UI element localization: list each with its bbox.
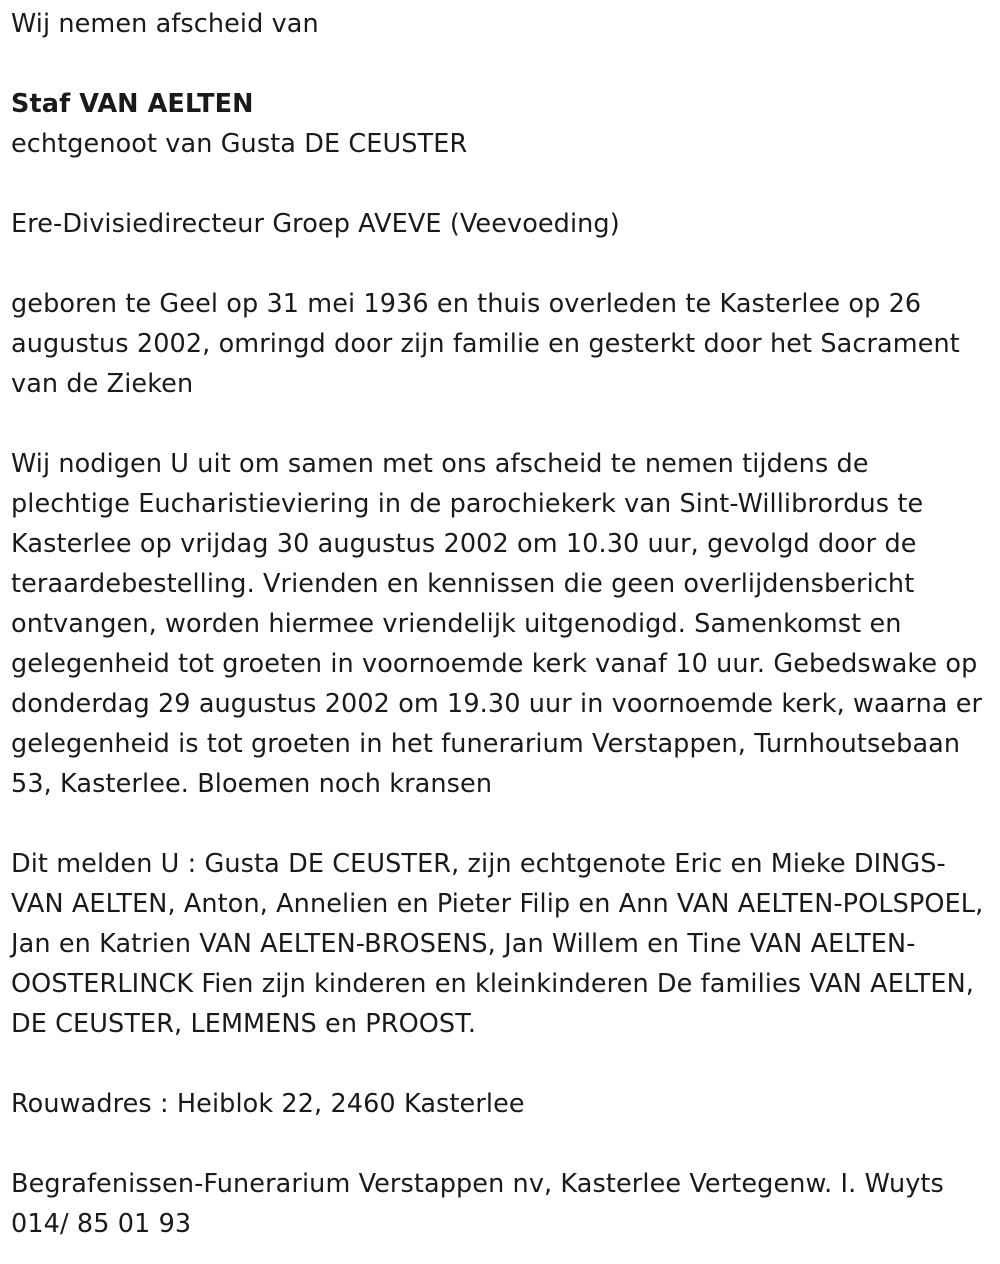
intro-text: Wij nemen afscheid van: [11, 9, 319, 39]
birth-death-paragraph: geboren te Geel op 31 mei 1936 en thuis overleden te Kasterlee op 26 augustus 2002, omringd door zijn familie en gesterkt door het Sacrament van de Zieken: [11, 289, 960, 399]
deceased-block: [11, 84, 990, 164]
spouse-line: echtgenoot van Gusta DE CEUSTER: [11, 129, 468, 159]
invitation-paragraph: Wij nodigen U uit om samen met ons afscheid te nemen tijdens de plechtige Eucharistieviering in de parochiekerk van Sint-Willibrordus te Kasterlee op vrijdag 30 augustus 2002 om 10.30 uur, gevolgd door de teraardebestelling. Vrienden en kennissen die geen overlijdensbericht ontvangen, worden hiermee vriendelijk uitgenodigd. Samenkomst en gelegenheid tot groeten in voornoemde kerk vanaf 10 uur. Gebedswake op donderdag 29 augustus 2002 om 19.30 uur in voornoemde kerk, waarna er gelegenheid is tot groeten in het funerarium Verstappen, Turnhoutsebaan 53, Kasterlee. Bloemen noch kransen: [11, 449, 983, 799]
funeral-home: Begrafenissen-Funerarium Verstappen nv, Kasterlee Vertegenw. I. Wuyts 014/ 85 01 93: [11, 1169, 944, 1239]
honorary-title: Ere-Divisiedirecteur Groep AVEVE (Veevoeding): [11, 209, 620, 239]
family-paragraph: Dit melden U : Gusta DE CEUSTER, zijn echtgenote Eric en Mieke DINGS-VAN AELTEN, Anton, Annelien en Pieter Filip en Ann VAN AELTEN-POLSPOEL, Jan en Katrien VAN AELTEN-BROSENS, Jan Willem en Tine VAN AELTEN-OOSTERLINCK Fien zijn kinderen en kleinkinderen De families VAN AELTEN, DE CEUSTER, LEMMENS en PROOST.: [11, 849, 984, 1039]
mourning-address: Rouwadres : Heiblok 22, 2460 Kasterlee: [11, 1089, 525, 1119]
deceased-name: Staf VAN AELTEN: [11, 89, 254, 119]
